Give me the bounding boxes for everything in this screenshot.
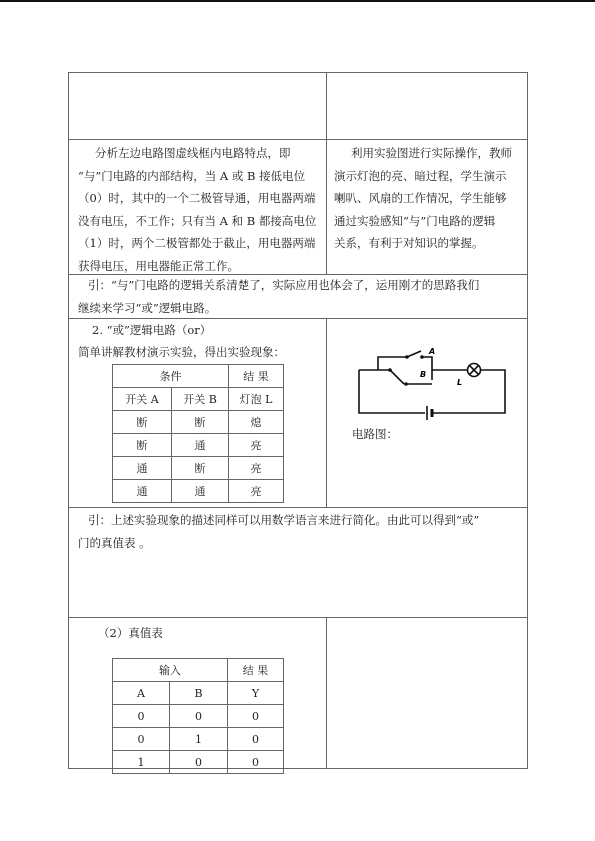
table-cell: 0 [170,705,228,728]
header-result: 结 果 [228,659,284,682]
header-result: 结 果 [229,365,284,388]
text-line: 没有电压，不工作；只有当 A 和 B 都接高电位 [78,213,317,228]
analysis-right-text [334,142,526,255]
experiment-table [112,364,284,503]
table-cell: 通 [113,480,172,503]
table-row [113,728,284,751]
table-row [113,705,284,728]
lamp-l-label: L [457,378,463,387]
truth-right-cell [326,617,528,769]
table-cell: 0 [113,728,170,751]
row1-right-cell [326,72,528,140]
analysis-left-text [78,142,324,277]
text-line: （0）时，其中的一个二极管导通，用电器两端 [78,191,316,205]
text-line: 获得电压，用电器能正常工作。 [78,258,239,273]
intro1-text [78,274,524,319]
or-heading: 2. “或”逻辑电路（or） [92,323,212,337]
text-line: 引：“与”门电路的逻辑关系清楚了，实际应用也体会了，运用刚才的思路我们 [88,278,480,292]
text-line: 演示灯泡的亮、暗过程，学生演示 [334,168,507,183]
table-row [113,411,284,434]
table-cell: 断 [172,457,229,480]
table-cell: 0 [170,751,228,774]
header-condition: 条件 [113,365,229,388]
text-line: 通过实验感知“与”门电路的逻辑 [334,213,496,228]
table-cell: 1 [170,728,228,751]
table-cell: 熄 [229,411,284,434]
table-cell: 断 [113,434,172,457]
col-a: A [113,682,170,705]
or-subtext: 简单讲解教材演示实验，得出实验现象： [78,345,285,359]
text-line: 关系，有利于对知识的掌握。 [334,236,484,250]
table-row [113,457,284,480]
col-switch-a: 开关 A [113,388,172,411]
table-cell: 断 [113,411,172,434]
text-line: 门的真值表 。 [78,535,151,550]
table-cell: 0 [228,751,284,774]
table-cell: 通 [113,457,172,480]
page-top-rule [0,0,595,2]
col-switch-b: 开关 B [172,388,229,411]
truth-table [112,658,284,774]
truth-table-heading: （2）真值表 [98,626,163,640]
table-row [113,480,284,503]
col-b: B [170,682,228,705]
circuit-label: 电路图： [352,427,398,441]
table-cell: 通 [172,480,229,503]
text-line: 引：上述实验现象的描述同样可以用数学语言来进行简化。由此可以得到“或” [88,513,480,527]
row1-left-cell [68,72,327,140]
text-line: 利用实验图进行实际操作，教师 [351,146,512,160]
table-cell: 通 [172,434,229,457]
table-cell: 1 [113,751,170,774]
col-y: Y [228,682,284,705]
or-circuit-diagram [350,345,515,423]
table-cell: 0 [228,728,284,751]
table-cell: 0 [113,705,170,728]
table-cell: 断 [172,411,229,434]
header-input: 输入 [113,659,228,682]
intro2-text [78,509,524,554]
table-cell: 亮 [229,480,284,503]
switch-a-label: A [429,347,436,356]
text-line: 继续来学习“或”逻辑电路。 [78,300,217,315]
table-cell: 亮 [229,457,284,480]
table-row [113,751,284,774]
text-line: “与”门电路的内部结构，当 A 或 B 接低电位 [78,168,306,183]
text-line: 分析左边电路图虚线框内电路特点，即 [95,146,291,160]
table-cell: 0 [228,705,284,728]
text-line: 喇叭、风扇的工作情况，学生能够 [334,191,507,205]
text-line: （1）时，两个二极管都处于截止，用电器两端 [78,236,316,250]
col-lamp-l: 灯泡 L [229,388,284,411]
switch-b-label: B [420,370,427,379]
table-cell: 亮 [229,434,284,457]
table-row [113,434,284,457]
